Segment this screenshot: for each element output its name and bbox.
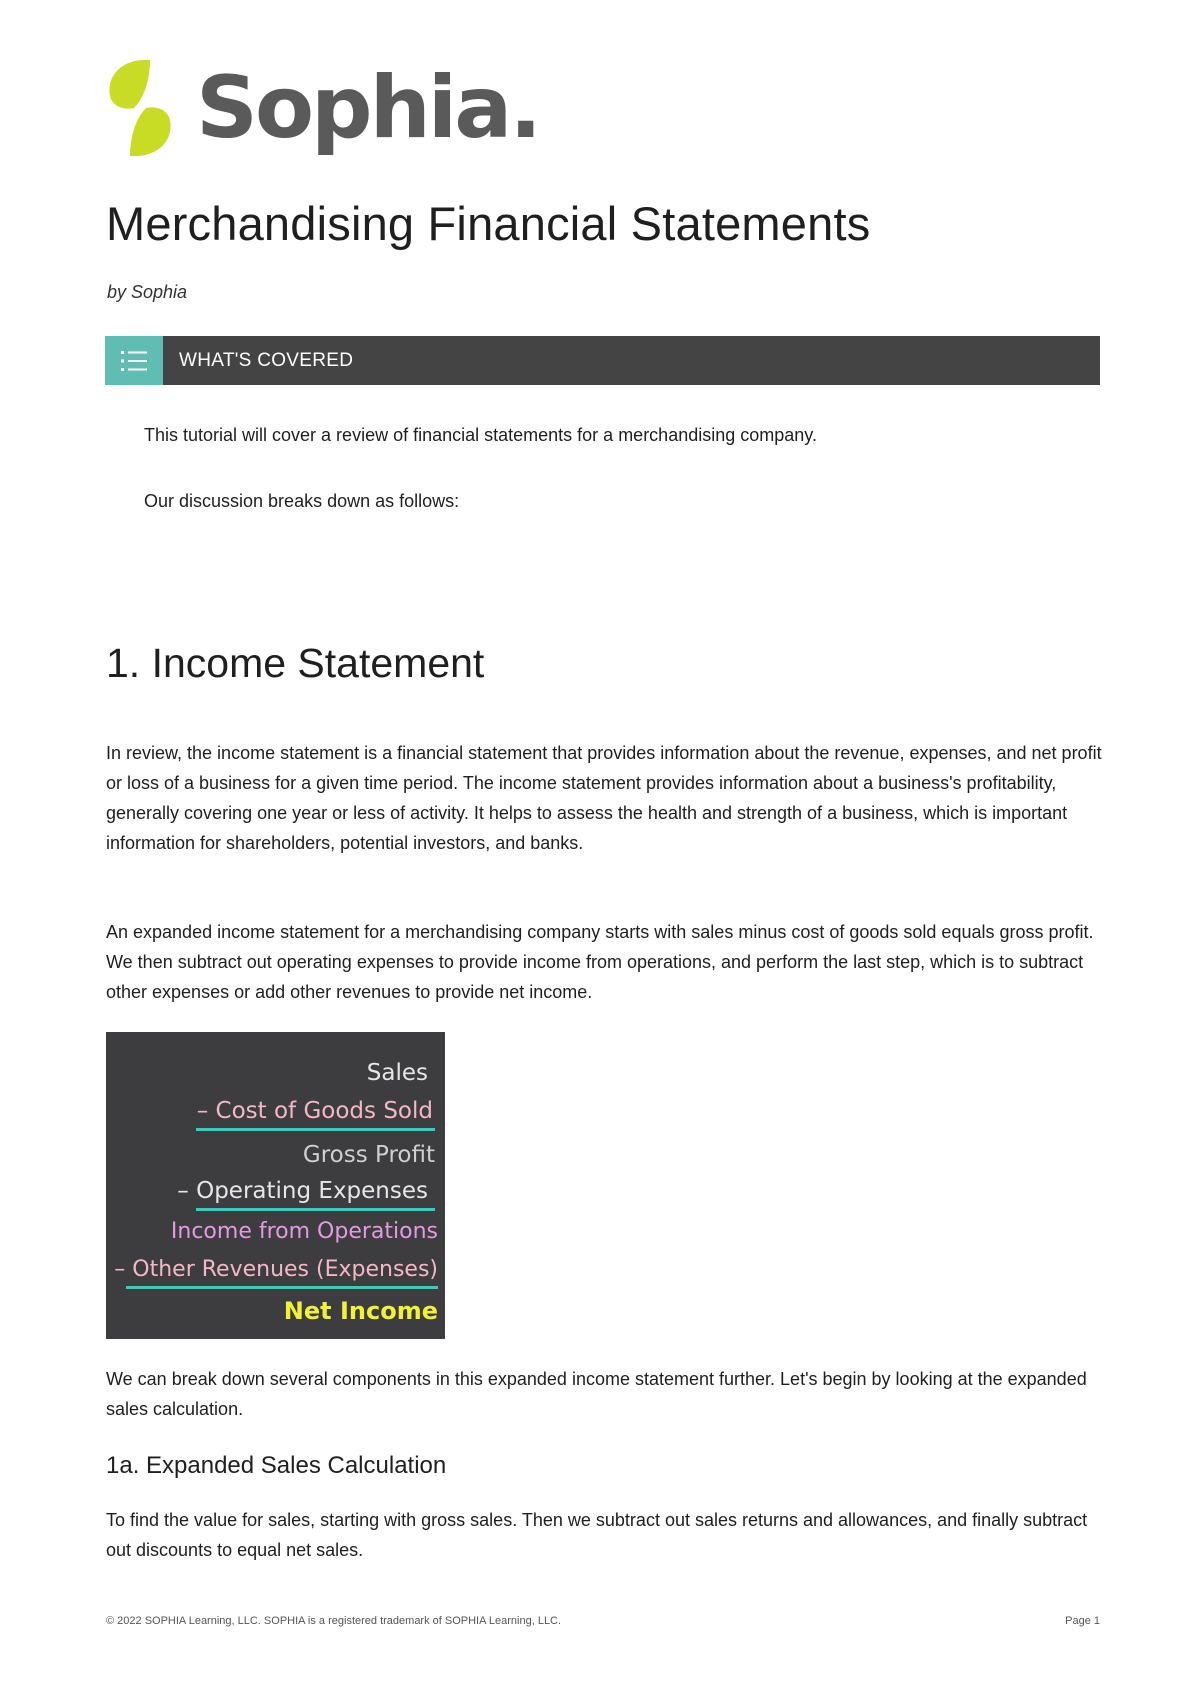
chalk-line-cogs: – Cost of Goods Sold — [196, 1098, 433, 1124]
chalk-line-sales: Sales — [366, 1060, 428, 1086]
footer-copyright: © 2022 SOPHIA Learning, LLC. SOPHIA is a registered trademark of SOPHIA Learning, LLC. — [106, 1615, 562, 1627]
chalk-line-other-revenues: – Other Revenues (Expenses) — [114, 1257, 438, 1282]
chalk-underline-1 — [196, 1128, 435, 1131]
sophia-logo — [104, 55, 539, 160]
expanded-sales-paragraph: To find the value for sales, starting with gross sales. Then we subtract out sales returns and allowances, and finally subtract out discounts to equal net sales. — [106, 1510, 1088, 1560]
income-statement-paragraph-3: We can break down several components in this expanded income statement further. Let's begin by looking at the expanded sales calculation. — [106, 1369, 1087, 1419]
covered-breakdown: Our discussion breaks down as follows: — [144, 491, 460, 511]
chalkboard-image — [106, 1032, 445, 1339]
section-heading-income-statement: 1. Income Statement — [106, 640, 485, 686]
income-statement-paragraph-2: An expanded income statement for a merchandising company starts with sales minus cost of goods sold equals gross profit. We then subtract out operating expenses to provide income from operations, and perform the last step, which is to subtract other expenses or add other revenues to provide net income. — [106, 922, 1094, 1002]
sophia-s-icon — [104, 58, 176, 158]
chalk-line-gross-profit: Gross Profit — [302, 1142, 435, 1168]
whats-covered-bar — [105, 336, 1100, 385]
income-statement-paragraph-1: In review, the income statement is a financial statement that provides information about the revenue, expenses, and net profit or loss of a business for a given time period. The income statement provides information about a business's profitability, generally covering one year or less of activity. It helps to assess the health and strength of a business, which is important information for shareholders, potential investors, and banks. — [106, 743, 1102, 853]
list-icon — [105, 336, 163, 385]
chalk-underline-3 — [126, 1286, 438, 1289]
chalk-line-net-income: Net Income — [283, 1297, 438, 1325]
byline: by Sophia — [107, 282, 188, 302]
chalk-line-income-from-operations: Income from Operations — [170, 1219, 438, 1244]
section-heading-expanded-sales: 1a. Expanded Sales Calculation — [106, 1452, 447, 1479]
whats-covered-label: WHAT'S COVERED — [179, 349, 354, 371]
chalk-underline-2 — [196, 1208, 435, 1211]
page-title: Merchandising Financial Statements — [106, 197, 871, 250]
chalk-line-operating-expenses: – Operating Expenses — [177, 1178, 428, 1204]
logo-wordmark: Sophia. — [196, 57, 539, 158]
covered-intro: This tutorial will cover a review of financial statements for a merchandising company. — [144, 425, 817, 445]
footer-page-number: Page 1 — [1065, 1615, 1100, 1627]
